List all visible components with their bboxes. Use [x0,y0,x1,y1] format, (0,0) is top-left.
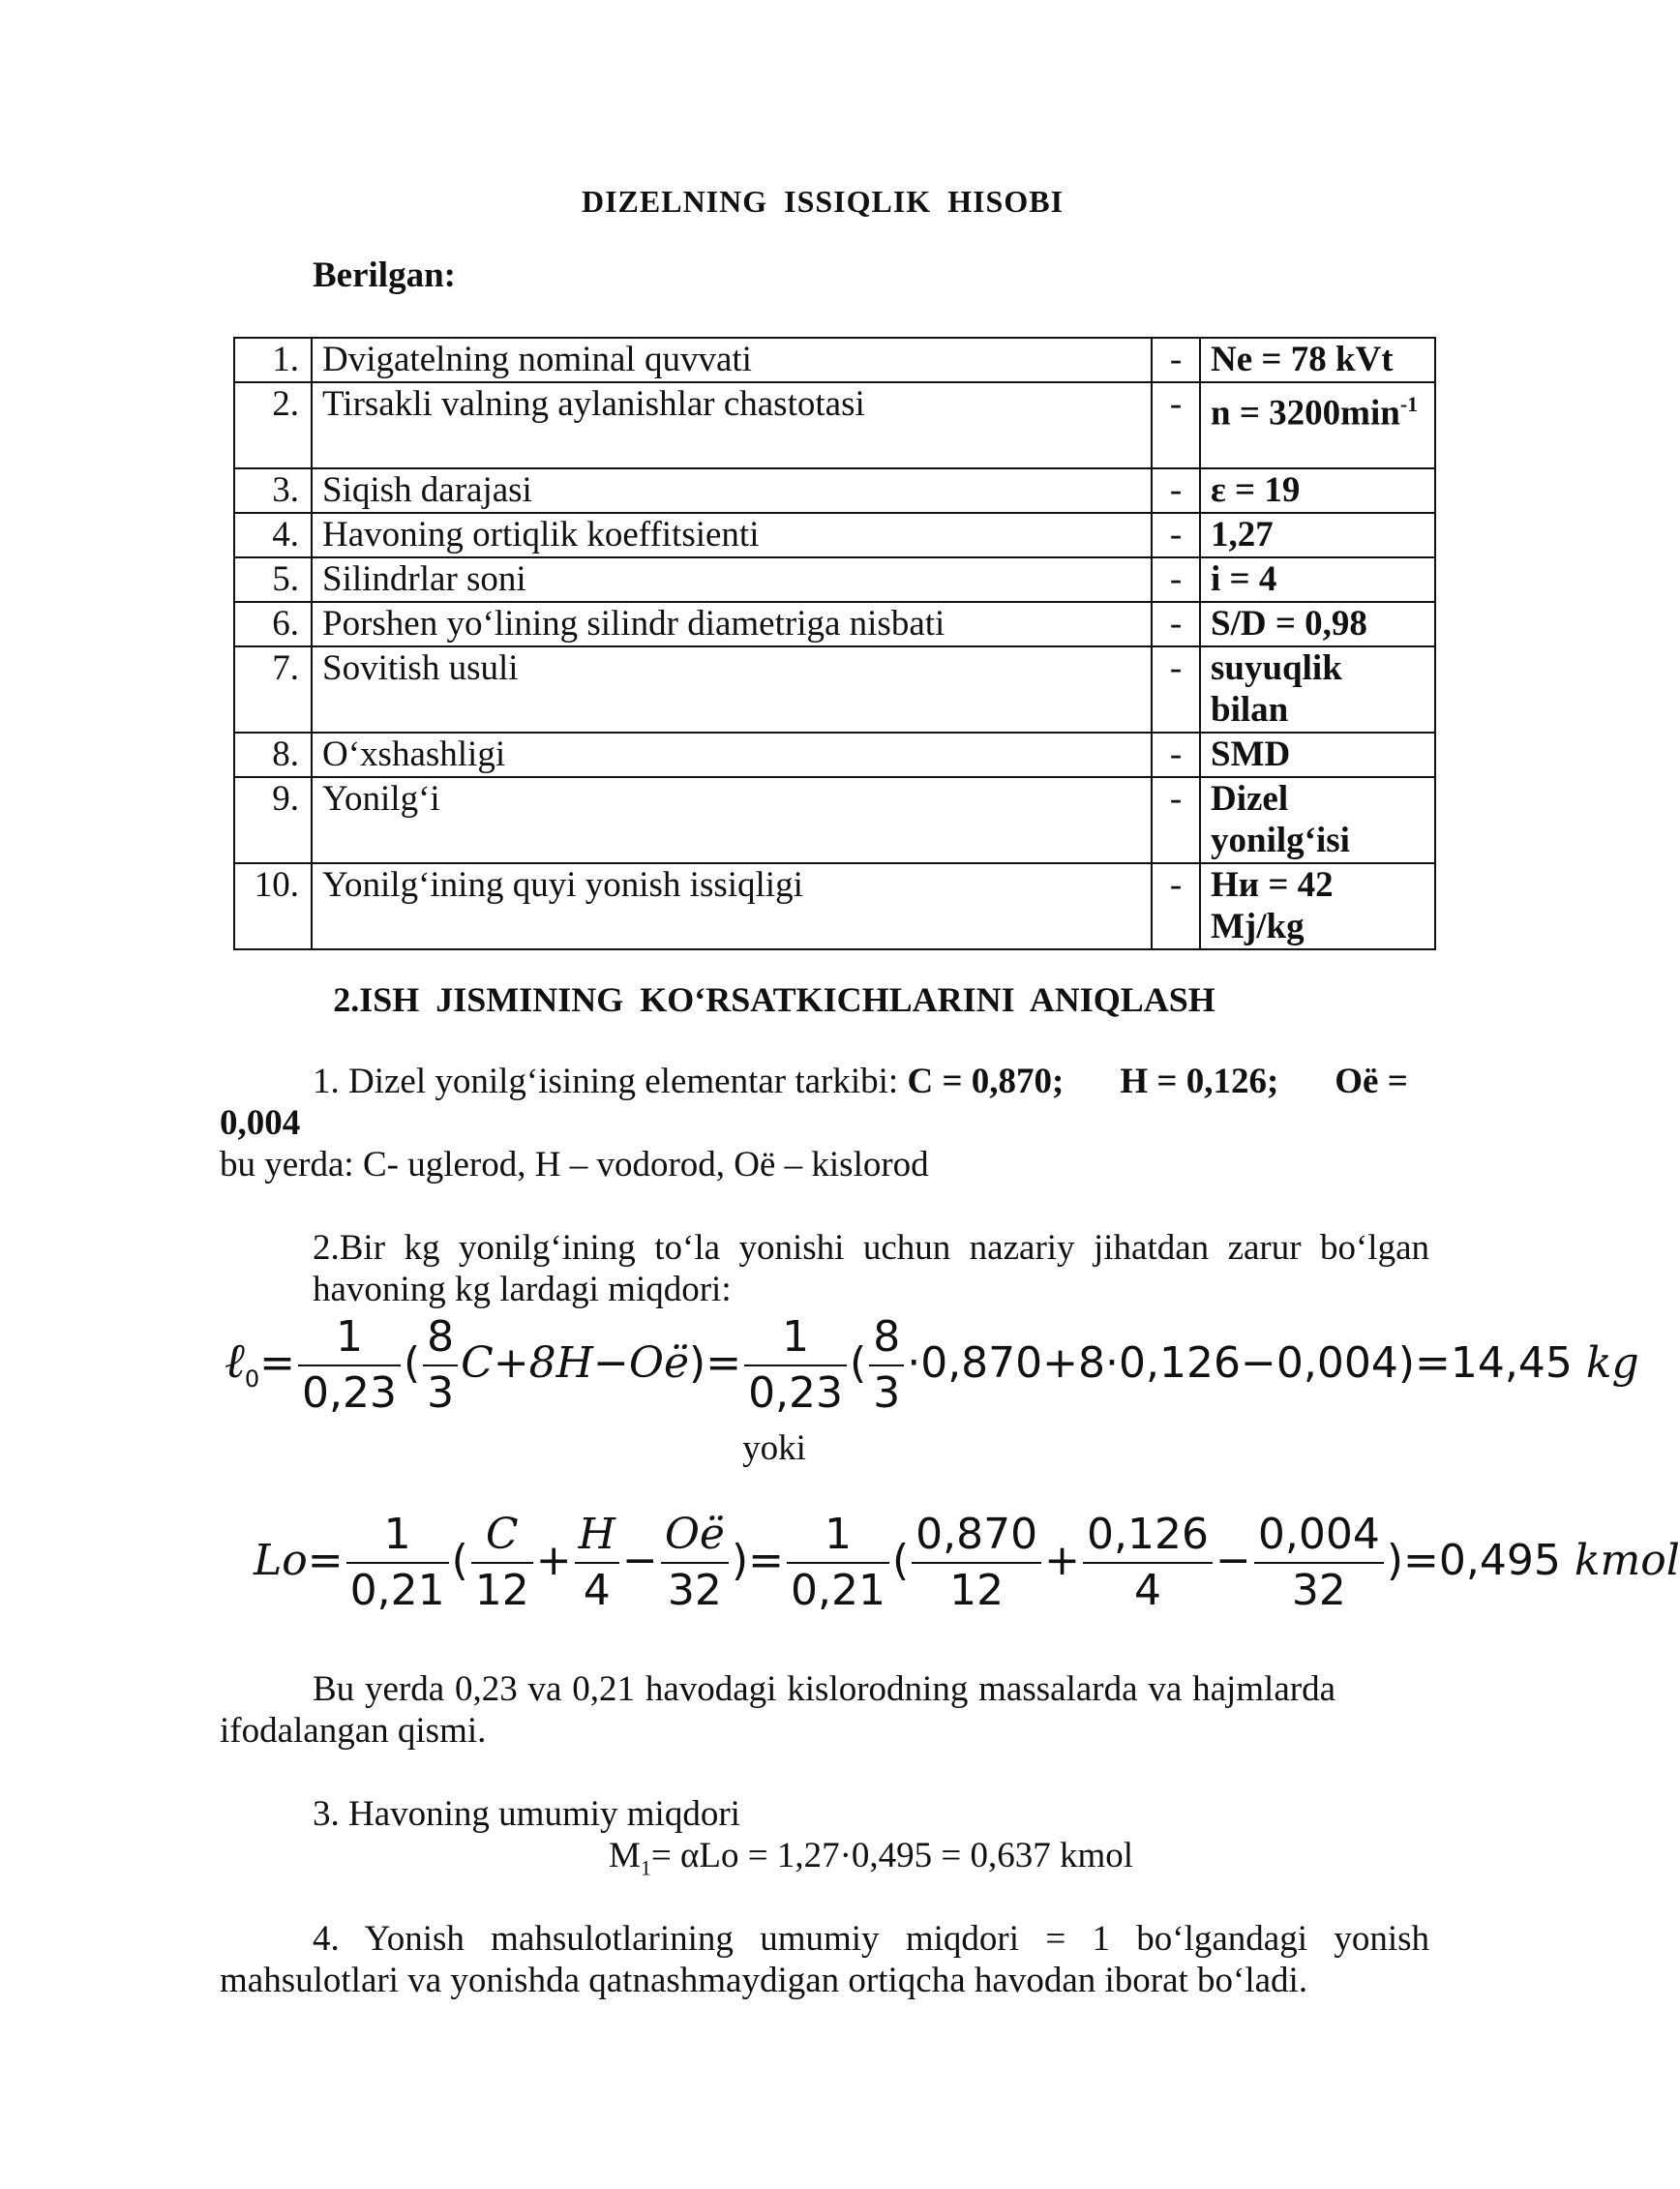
fraction: $\frac{0,004}{32}$ [1254,1514,1384,1612]
formula-lo-result: =0,495 [1403,1536,1561,1585]
row-dash: - [1152,513,1200,557]
formula-l0-result: =14,45 [1414,1338,1573,1388]
row-number: 10. [234,863,312,949]
oxygen-value: 0,004 [220,1103,301,1143]
air-requirement-line2: havoning kg lardagi miqdori: [313,1270,732,1309]
fraction: $\frac{H}{4}$ [575,1514,619,1612]
row-number: 3. [234,468,312,513]
row-dash: - [1152,468,1200,513]
total-air-heading: 3. Havoning umumiy miqdori [313,1794,740,1834]
row-dash: - [1152,557,1200,602]
formula-lo-unit: kmol [1574,1536,1680,1585]
yoki-label: yoki [742,1428,806,1468]
param-value: Hи = 42 Mj/kg [1200,863,1435,949]
row-number: 7. [234,646,312,733]
table-row [234,513,1435,557]
fraction: $\frac{C}{12}$ [471,1514,533,1612]
formula-l0-symbol: ℓ [225,1333,245,1389]
fraction: $\frac{1}{0,23}$ [744,1316,847,1415]
fraction: $\frac{8}{3}$ [423,1316,458,1415]
param-value: ε = 19 [1200,468,1435,513]
row-dash: - [1152,646,1200,733]
composition-paragraph [220,1061,1429,1185]
composition-note: bu yerda: C- uglerod, H – vodorod, Oё – kislorod [220,1145,929,1184]
param-value [1200,382,1435,468]
param-name: Sovitish usuli [312,646,1152,733]
total-air-formula: $M_1= \alpha Lo = 1,27\cdot 0,495 = 0,637$ kmol [608,1836,1134,1880]
formula-lo-symbol: Lo [254,1536,308,1585]
fraction: $\frac{0,870}{12}$ [912,1514,1041,1612]
table-row [234,646,1435,733]
oxygen-label: Oё = [1335,1062,1408,1101]
carbon-value: C = 0,870; [907,1062,1065,1101]
row-dash: - [1152,863,1200,949]
table-row [234,468,1435,513]
table-row [234,777,1435,863]
parameters-table [233,337,1436,950]
param-name: Silindrlar soni [312,557,1152,602]
fraction: $\frac{1}{0,21}$ [346,1514,449,1612]
param-name: Havoning ortiqlik koeffitsienti [312,513,1152,557]
formula-l0-subscript: 0 [244,1364,260,1393]
fraction: $\frac{0,126}{4}$ [1083,1514,1213,1612]
page-title: DIZELNING ISSIQLIK HISOBI [581,184,1065,219]
formula-l0: ℓ$_0$= $\frac{1}{0,23}$ ( $\frac{8}{3}$ C+8H−Oё)= $\frac{1}{0,23}$ ( $\frac{8}{3}$ ·0,870+8·0,126−0,004)=14,45 kg [225,1312,1639,1418]
table-row [234,863,1435,949]
param-name: Dvigatelning nominal quvvati [312,338,1152,382]
param-value: S/D = 0,98 [1200,602,1435,646]
row-dash: - [1152,602,1200,646]
row-number: 2. [234,382,312,468]
value-text: n = 3200min [1211,393,1400,434]
fraction: $\frac{1}{0,21}$ [787,1514,889,1612]
row-number: 4. [234,513,312,557]
combustion-products-line2: mahsulotlari va yonishda qatnashmaydigan ortiqcha havodan iborat bo‘ladi. [220,1961,1308,2000]
row-dash: - [1152,382,1200,468]
row-number: 5. [234,557,312,602]
fraction: $\frac{Oё}{32}$ [661,1514,729,1612]
param-value: 1,27 [1200,513,1435,557]
param-value: SMD [1200,733,1435,777]
table-row [234,382,1435,468]
param-value: suyuqlik bilan [1200,646,1435,733]
row-number: 1. [234,338,312,382]
formula-l0-unit: kg [1585,1338,1639,1388]
section-heading: 2.ISH JISMINING KO‘RSATKICHLARINI ANIQLASH [333,980,1215,1019]
air-requirement-line1: 2.Bir kg yonilg‘ining to‘la yonishi uchun nazariy jihatdan zarur bo‘lgan [313,1228,1429,1268]
formula-lo: Lo= $\frac{1}{0,21}$ ( $\frac{C}{12}$ + $\frac{H}{4}$ − $\frac{Oё}{32}$ )= $\frac{1}{0,21}$ ( $\frac{0,870}{12}$ + $\frac{0,126}{4}$ − $\frac{0,004}{32}$ )=0,495 kmol [254,1510,1680,1615]
hydrogen-value: H = 0,126; [1120,1062,1279,1101]
param-name: Tirsakli valning aylanishlar chastotasi [312,382,1152,468]
fraction: $\frac{1}{0,23}$ [298,1316,401,1415]
oxygen-fraction-line1: Bu yerda 0,23 va 0,21 havodagi kislorodning massalarda va hajmlarda [313,1669,1335,1709]
param-value: Ne = 78 kVt [1200,338,1435,382]
param-value: Dizel yonilg‘isi [1200,777,1435,863]
composition-lead: 1. Dizel yonilg‘isining elementar tarkibi: [313,1062,908,1101]
oxygen-fraction-line2: ifodalangan qismi. [220,1711,487,1751]
row-number: 8. [234,733,312,777]
table-row [234,557,1435,602]
param-name: Porshen yo‘lining silindr diametriga nisbati [312,602,1152,646]
combustion-products-line1: 4. Yonish mahsulotlarining umumiy miqdori = 1 bo‘lgandagi yonish [313,1919,1429,1959]
row-dash: - [1152,338,1200,382]
row-dash: - [1152,777,1200,863]
value-exponent: -1 [1399,392,1419,416]
table-row [234,602,1435,646]
table-row [234,733,1435,777]
row-number: 6. [234,602,312,646]
param-name: Siqish darajasi [312,468,1152,513]
param-name: Yonilg‘ining quyi yonish issiqligi [312,863,1152,949]
param-name: O‘xshashligi [312,733,1152,777]
table-row [234,338,1435,382]
given-label: Berilgan: [313,255,456,295]
row-dash: - [1152,733,1200,777]
fraction: $\frac{8}{3}$ [869,1316,904,1415]
param-value: i = 4 [1200,557,1435,602]
param-name: Yonilg‘i [312,777,1152,863]
row-number: 9. [234,777,312,863]
